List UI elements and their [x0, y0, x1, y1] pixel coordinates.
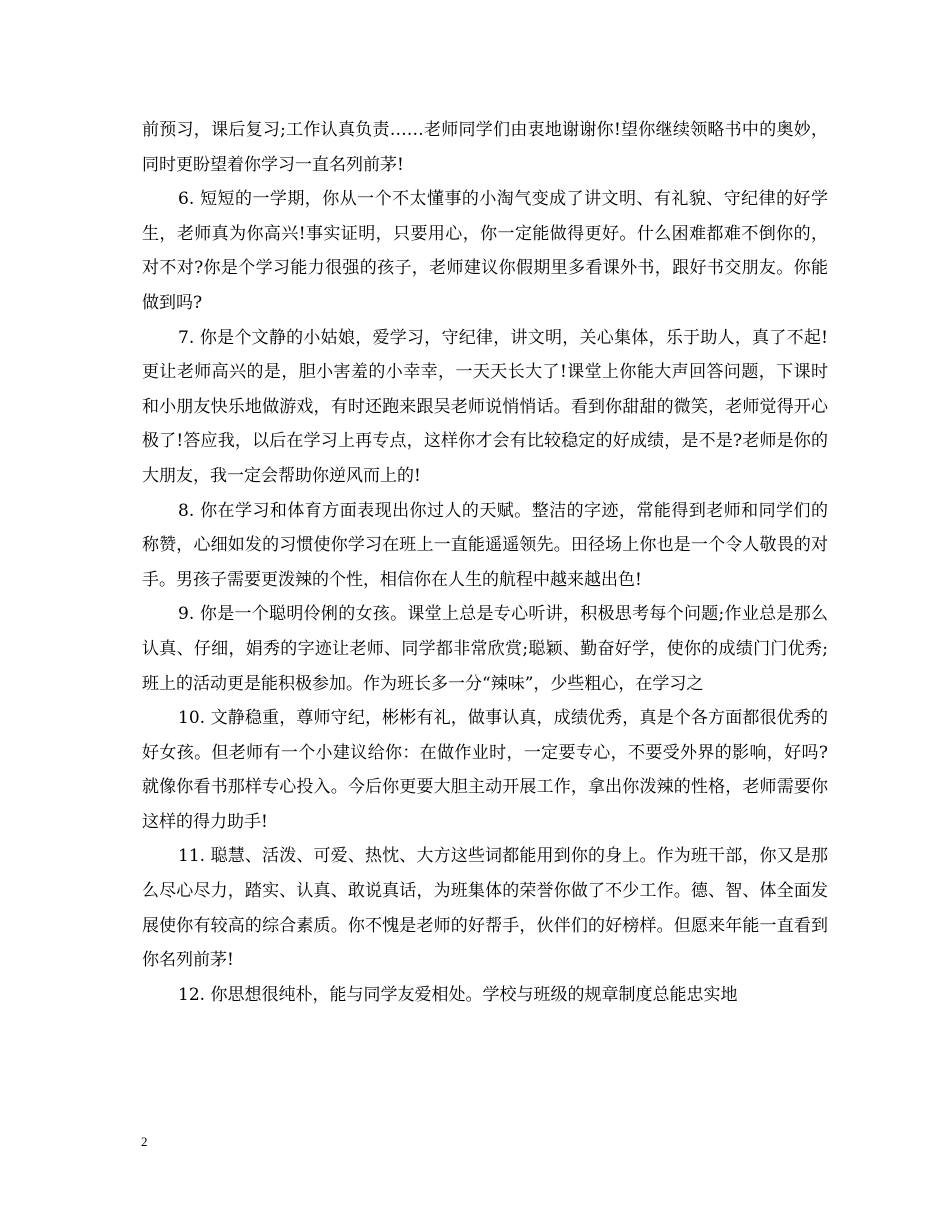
paragraph-item-8: 8. 你在学习和体育方面表现出你过人的天赋。整洁的字迹，常能得到老师和同学们的称赞，心细如发的习惯使你学习在班上一直能遥遥领先。田径场上你也是一个令人敬畏的对手。男孩子需要更泼辣的个性，相信你在人生的航程中越来越出色!: [142, 500, 828, 590]
paragraph-item-7: 7. 你是个文静的小姑娘，爱学习，守纪律，讲文明，关心集体，乐于助人，真了不起!更让老师高兴的是，胆小害羞的小幸幸，一天天长大了!课堂上你能大声回答问题，下课时和小朋友快乐地做游戏，有时还跑来跟吴老师说悄悄话。看到你甜甜的微笑，老师觉得开心极了!答应我，以后在学习上再专点，这样你才会有比较稳定的好成绩，是不是?老师是你的大朋友，我一定会帮助你逆风而上的!: [142, 327, 828, 486]
paragraph-item-6: 6. 短短的一学期，你从一个不太懂事的小淘气变成了讲文明、有礼貌、守纪律的好学生，老师真为你高兴!事实证明，只要用心，你一定能做得更好。什么困难都难不倒你的，对不对?你是个学习能力很强的孩子，老师建议你假期里多看课外书，跟好书交朋友。你能做到吗?: [142, 189, 828, 313]
paragraph-item-9: 9. 你是一个聪明伶俐的女孩。课堂上总是专心听讲，积极思考每个问题;作业总是那么认真、仔细，娟秀的字迹让老师、同学都非常欣赏;聪颖、勤奋好学，使你的成绩门门优秀;班上的活动更是能积极参加。作为班长多一分“辣味”，少些粗心，在学习之: [142, 604, 828, 694]
paragraph-item-11: 11. 聪慧、活泼、可爱、热忱、大方这些词都能用到你的身上。作为班干部，你又是那么尽心尽力，踏实、认真、敢说真话，为班集体的荣誉你做了不少工作。德、智、体全面发展使你有较高的综合素质。你不愧是老师的好帮手，伙伴们的好榜样。但愿来年能一直看到你名列前茅!: [142, 846, 828, 971]
paragraph-item-12: 12. 你思想很纯朴，能与同学友爱相处。学校与班级的规章制度总能忠实地: [178, 984, 738, 1005]
document-body: [142, 113, 828, 1012]
paragraph-continuation: 前预习，课后复习;工作认真负责……老师同学们由衷地谢谢你!望你继续领略书中的奥妙，同时更盼望着你学习一直名列前茅!: [142, 120, 828, 175]
paragraph-item-10: 10. 文静稳重，尊师守纪，彬彬有礼，做事认真，成绩优秀，真是个各方面都很优秀的好女孩。但老师有一个小建议给你：在做作业时，一定要专心，不要受外界的影响，好吗?就像你看书那样专心投入。今后你更要大胆主动开展工作，拿出你泼辣的性格，老师需要你这样的得力助手!: [142, 708, 828, 832]
page-number: 2: [141, 1134, 148, 1149]
